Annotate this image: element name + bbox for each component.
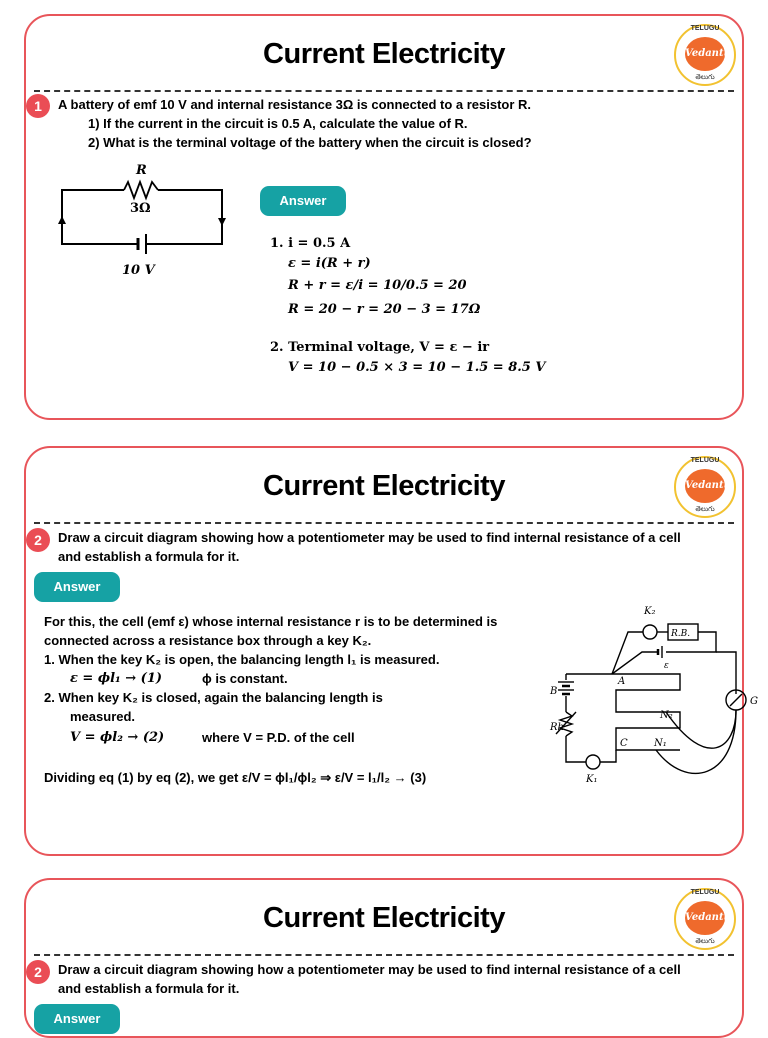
solution-line: V = 10 − 0.5 × 3 = 10 − 1.5 = 8.5 V xyxy=(288,360,546,375)
body-line: where V = P.D. of the cell xyxy=(202,730,355,745)
equation-2: V = ϕl₂ → (2) xyxy=(70,730,165,745)
body-line: 1. When the key K₂ is open, the balancing length l₁ is measured. xyxy=(44,652,440,667)
k2-label: K₂ xyxy=(644,606,656,617)
body-line: ϕ is constant. xyxy=(202,671,288,686)
question-line: Draw a circuit diagram showing how a potentiometer may be used to find internal resistance of a cell xyxy=(58,962,681,977)
circuit-wire xyxy=(62,190,124,234)
solution-line: ε = i(R + r) xyxy=(288,256,371,271)
rh-label: Rh xyxy=(550,722,564,733)
body-line: Dividing eq (1) by eq (2), we get ε/V = ϕl₁/ϕl₂ ⇒ ε/V = l₁/l₂ → (3) xyxy=(44,770,427,785)
c-label: C xyxy=(620,738,628,749)
solution-line: R = 20 − r = 20 − 3 = 17Ω xyxy=(288,302,481,317)
a-label: A xyxy=(618,676,626,687)
divider xyxy=(34,954,734,956)
question-number-badge: 2 xyxy=(26,528,50,552)
circuit-diagram xyxy=(54,160,244,290)
solution-line: 1. i = 0.5 A xyxy=(270,236,351,251)
rb-label: R.B. xyxy=(671,629,691,639)
question-line: and establish a formula for it. xyxy=(58,981,240,996)
galvanometer-needle xyxy=(730,694,742,706)
jockey-wire xyxy=(666,710,736,748)
question-card-3 xyxy=(24,878,744,1038)
n1-label: N₁ xyxy=(654,738,667,749)
vedantu-logo: TELUGU Vedantu తెలుగు xyxy=(674,24,736,86)
eps-label: ε xyxy=(664,661,669,671)
question-line: Draw a circuit diagram showing how a potentiometer may be used to find internal resistance of a cell xyxy=(58,530,681,545)
circuit-wire xyxy=(566,736,586,762)
question-line: A battery of emf 10 V and internal resistance 3Ω is connected to a resistor R. xyxy=(58,97,532,112)
circuit-wire xyxy=(146,224,222,244)
divider xyxy=(34,90,734,92)
k1-label: K₁ xyxy=(586,774,598,785)
solution-line: 2. Terminal voltage, V = ε − ir xyxy=(270,340,490,355)
question-number-badge: 2 xyxy=(26,960,50,984)
answer-button[interactable]: Answer xyxy=(34,1004,120,1034)
b-label: B xyxy=(550,686,558,697)
body-line: measured. xyxy=(70,709,136,724)
question-line: 2) What is the terminal voltage of the battery when the circuit is closed? xyxy=(88,135,532,150)
emf-label: 10 V xyxy=(122,263,155,278)
body-line: 2. When key K₂ is closed, again the balancing length is xyxy=(44,690,383,705)
question-line: and establish a formula for it. xyxy=(58,549,240,564)
answer-button[interactable]: Answer xyxy=(260,186,346,216)
vedantu-logo: TELUGU Vedantu తెలుగు xyxy=(674,888,736,950)
question-number-badge: 1 xyxy=(26,94,50,118)
resistance-value: 3Ω xyxy=(130,201,151,216)
question-card-2 xyxy=(24,446,758,856)
divider xyxy=(34,522,734,524)
vedantu-logo: TELUGU Vedantu తెలుగు xyxy=(674,456,736,518)
resistor-symbol xyxy=(124,182,158,198)
question-card-1 xyxy=(24,14,744,420)
card-title: Current Electricity xyxy=(263,470,505,502)
key-k2-icon xyxy=(643,625,657,639)
n2-label: N₂ xyxy=(660,710,673,721)
body-line: connected across a resistance box through a key K₂. xyxy=(44,633,372,648)
question-line: 1) If the current in the circuit is 0.5 A, calculate the value of R. xyxy=(88,116,468,131)
circuit-wire xyxy=(600,750,616,762)
body-line: For this, the cell (emf ε) whose internal resistance r is to be determined is xyxy=(44,614,498,629)
resistor-label: R xyxy=(136,163,147,178)
equation-1: ε = ϕl₁ → (1) xyxy=(70,671,163,686)
circuit-wire xyxy=(62,230,138,244)
card-title: Current Electricity xyxy=(263,38,505,70)
arrow-up-icon xyxy=(58,216,66,224)
g-label: G xyxy=(750,696,758,707)
solution-line: R + r = ε/i = 10/0.5 = 20 xyxy=(288,278,467,293)
key-k1-icon xyxy=(586,755,600,769)
circuit-wire xyxy=(158,190,222,220)
circuit-wire xyxy=(612,632,643,674)
card-title: Current Electricity xyxy=(263,902,505,934)
answer-button[interactable]: Answer xyxy=(34,572,120,602)
potentiometer-diagram xyxy=(516,600,758,790)
circuit-wire xyxy=(716,652,736,694)
